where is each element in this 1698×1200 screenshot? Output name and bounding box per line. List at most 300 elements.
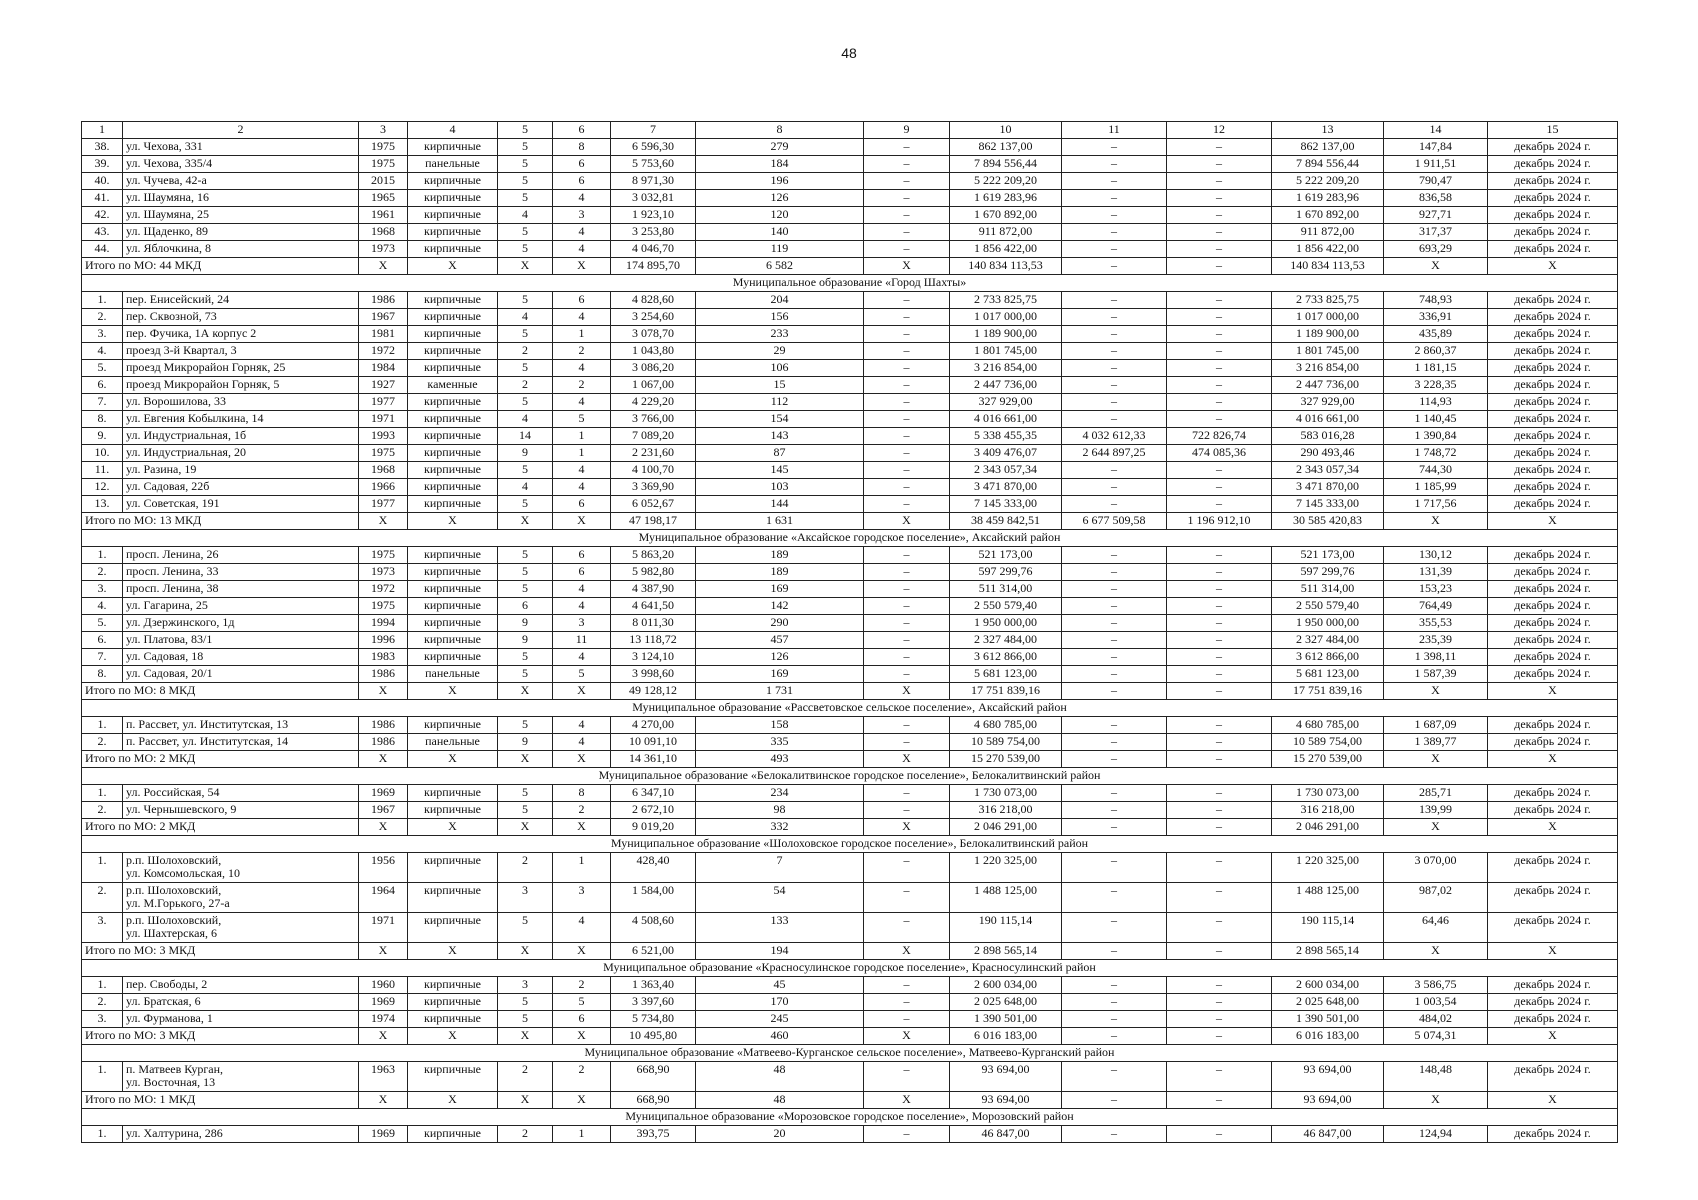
data-cell: 1 220 325,00 [1272, 853, 1384, 883]
address-cell: ул. Индустриальная, 1б [123, 428, 359, 445]
row-number-cell: 1. [82, 853, 123, 883]
building-row [82, 994, 1618, 1011]
column-number-header: 9 [864, 122, 950, 139]
data-cell: 355,53 [1384, 615, 1488, 632]
subtotal-cell: Х [1384, 819, 1488, 836]
row-number-cell: 1. [82, 717, 123, 734]
data-cell: – [1062, 853, 1167, 883]
address-line-1: р.п. Шолоховский, [126, 853, 222, 867]
row-number-cell: 5. [82, 615, 123, 632]
register-table [81, 121, 1618, 1143]
data-cell: 4 [498, 479, 553, 496]
subtotal-cell: 17 751 839,16 [950, 683, 1062, 700]
subtotal-cell: Х [498, 751, 553, 768]
subtotal-cell: Х [1384, 1092, 1488, 1109]
row-number-cell: 44. [82, 241, 123, 258]
data-cell: кирпичные [408, 190, 498, 207]
data-cell: 3 070,00 [1384, 853, 1488, 883]
data-cell: 126 [696, 190, 864, 207]
municipality-name: Муниципальное образование «Морозовское городское поселение», Морозовский район [82, 1109, 1618, 1126]
subtotal-cell: – [1167, 258, 1272, 275]
address-cell: ул. Чехова, 335/4 [123, 156, 359, 173]
data-cell: 10 589 754,00 [950, 734, 1062, 751]
data-cell: 126 [696, 649, 864, 666]
data-cell: 1971 [359, 411, 408, 428]
row-number-cell: 8. [82, 411, 123, 428]
data-cell: 1981 [359, 326, 408, 343]
data-cell: 64,46 [1384, 913, 1488, 943]
data-cell: – [1062, 615, 1167, 632]
column-number-header: 11 [1062, 122, 1167, 139]
data-cell: 3 998,60 [611, 666, 696, 683]
address-cell: ул. Братская, 6 [123, 994, 359, 1011]
subtotal-cell: 14 361,10 [611, 751, 696, 768]
data-cell: – [1062, 547, 1167, 564]
data-cell: 1 398,11 [1384, 649, 1488, 666]
municipality-heading-row [82, 700, 1618, 717]
data-cell: – [864, 1126, 950, 1143]
column-number-header: 3 [359, 122, 408, 139]
data-cell: декабрь 2024 г. [1488, 1126, 1618, 1143]
column-number-header: 8 [696, 122, 864, 139]
data-cell: 6 [553, 547, 611, 564]
data-cell: 317,37 [1384, 224, 1488, 241]
subtotal-cell: 15 270 539,00 [950, 751, 1062, 768]
subtotal-row [82, 1028, 1618, 1045]
data-cell: 3 228,35 [1384, 377, 1488, 394]
data-cell: 2 [498, 377, 553, 394]
data-cell: декабрь 2024 г. [1488, 994, 1618, 1011]
data-cell: кирпичные [408, 207, 498, 224]
building-row [82, 224, 1618, 241]
data-cell: – [1062, 479, 1167, 496]
data-cell: 2 600 034,00 [1272, 977, 1384, 994]
data-cell: 14 [498, 428, 553, 445]
data-cell: 2 [553, 377, 611, 394]
data-cell: 1 043,80 [611, 343, 696, 360]
data-cell: – [864, 785, 950, 802]
column-number-header: 15 [1488, 122, 1618, 139]
data-cell: 2 672,10 [611, 802, 696, 819]
data-cell: 5 [498, 547, 553, 564]
row-number-cell: 39. [82, 156, 123, 173]
data-cell: 1971 [359, 913, 408, 943]
data-cell: 4 [553, 224, 611, 241]
data-cell: декабрь 2024 г. [1488, 734, 1618, 751]
data-cell: 1 488 125,00 [1272, 883, 1384, 913]
subtotal-cell: 47 198,17 [611, 513, 696, 530]
address-cell: ул. Шаумяна, 16 [123, 190, 359, 207]
subtotal-cell: Х [553, 683, 611, 700]
data-cell: – [1062, 666, 1167, 683]
data-cell: 204 [696, 292, 864, 309]
subtotal-cell: – [1167, 1092, 1272, 1109]
data-cell: 3 369,90 [611, 479, 696, 496]
data-cell: кирпичные [408, 581, 498, 598]
building-row [82, 1062, 1618, 1092]
data-cell: декабрь 2024 г. [1488, 377, 1618, 394]
data-cell: – [864, 377, 950, 394]
row-number-cell: 8. [82, 666, 123, 683]
subtotal-label: Итого по МО: 2 МКД [82, 819, 359, 836]
data-cell: 3 [498, 977, 553, 994]
municipality-name: Муниципальное образование «Матвеево-Курганское сельское поселение», Матвеево-Курганский район [82, 1045, 1618, 1062]
data-cell: 1984 [359, 360, 408, 377]
data-cell: 457 [696, 632, 864, 649]
subtotal-cell: – [1062, 1092, 1167, 1109]
data-cell: декабрь 2024 г. [1488, 139, 1618, 156]
data-cell: 1 923,10 [611, 207, 696, 224]
data-cell: 3 216 854,00 [950, 360, 1062, 377]
data-cell: декабрь 2024 г. [1488, 883, 1618, 913]
building-row [82, 377, 1618, 394]
data-cell: 15 [696, 377, 864, 394]
data-cell: кирпичные [408, 1126, 498, 1143]
data-cell: 748,93 [1384, 292, 1488, 309]
data-cell: 9 [498, 615, 553, 632]
data-cell: 3 [553, 207, 611, 224]
subtotal-cell: – [1167, 943, 1272, 960]
address-cell: ул. Щаденко, 89 [123, 224, 359, 241]
data-cell: декабрь 2024 г. [1488, 564, 1618, 581]
data-cell: 7 145 333,00 [1272, 496, 1384, 513]
data-cell: 5 [498, 190, 553, 207]
data-cell: 1 [553, 428, 611, 445]
data-cell: 2 447 736,00 [1272, 377, 1384, 394]
row-number-cell: 1. [82, 547, 123, 564]
data-cell: декабрь 2024 г. [1488, 615, 1618, 632]
address-cell [123, 853, 359, 883]
data-cell: кирпичные [408, 802, 498, 819]
data-cell: 4 [553, 394, 611, 411]
data-cell: – [864, 462, 950, 479]
municipality-heading-row [82, 275, 1618, 292]
data-cell: декабрь 2024 г. [1488, 411, 1618, 428]
address-cell: ул. Дзержинского, 1д [123, 615, 359, 632]
column-number-header: 2 [123, 122, 359, 139]
building-row [82, 173, 1618, 190]
row-number-cell: 40. [82, 173, 123, 190]
data-cell: 1975 [359, 139, 408, 156]
subtotal-cell: 493 [696, 751, 864, 768]
data-cell: 1 390,84 [1384, 428, 1488, 445]
data-cell: 48 [696, 1062, 864, 1092]
data-cell: кирпичные [408, 977, 498, 994]
row-number-cell: 1. [82, 1062, 123, 1092]
data-cell: 1956 [359, 853, 408, 883]
address-cell: ул. Садовая, 22б [123, 479, 359, 496]
subtotal-cell: – [1062, 943, 1167, 960]
municipality-name: Муниципальное образование «Город Шахты» [82, 275, 1618, 292]
row-number-cell: 3. [82, 581, 123, 598]
subtotal-cell: 174 895,70 [611, 258, 696, 275]
data-cell: 1 670 892,00 [1272, 207, 1384, 224]
data-cell: – [864, 977, 950, 994]
building-row [82, 649, 1618, 666]
building-row [82, 360, 1618, 377]
data-cell: 233 [696, 326, 864, 343]
data-cell: 2 327 484,00 [950, 632, 1062, 649]
data-cell: панельные [408, 734, 498, 751]
data-cell: 927,71 [1384, 207, 1488, 224]
data-cell: – [1167, 977, 1272, 994]
building-row [82, 632, 1618, 649]
data-cell: 290 493,46 [1272, 445, 1384, 462]
subtotal-label: Итого по МО: 8 МКД [82, 683, 359, 700]
data-cell: 3 471 870,00 [950, 479, 1062, 496]
data-cell: – [1062, 241, 1167, 258]
data-cell: 335 [696, 734, 864, 751]
data-cell: 142 [696, 598, 864, 615]
data-cell: 2 [498, 343, 553, 360]
data-cell: 836,58 [1384, 190, 1488, 207]
data-cell: – [864, 1062, 950, 1092]
subtotal-cell: Х [1488, 683, 1618, 700]
data-cell: 1986 [359, 292, 408, 309]
subtotal-label: Итого по МО: 3 МКД [82, 1028, 359, 1045]
data-cell: 1969 [359, 1126, 408, 1143]
data-cell: 327 929,00 [950, 394, 1062, 411]
subtotal-cell: – [1062, 683, 1167, 700]
address-cell: ул. Садовая, 18 [123, 649, 359, 666]
data-cell: – [1062, 734, 1167, 751]
data-cell: 5 [498, 913, 553, 943]
data-cell: 1963 [359, 1062, 408, 1092]
data-cell: 1967 [359, 309, 408, 326]
data-cell: 3 [553, 615, 611, 632]
data-cell: 139,99 [1384, 802, 1488, 819]
data-cell: – [1062, 785, 1167, 802]
data-cell: кирпичные [408, 853, 498, 883]
subtotal-row [82, 751, 1618, 768]
data-cell: – [864, 394, 950, 411]
data-cell: 8 [553, 785, 611, 802]
data-cell: – [864, 224, 950, 241]
data-cell: 5 [498, 994, 553, 1011]
data-cell: – [1062, 326, 1167, 343]
address-cell: пер. Фучика, 1А корпус 2 [123, 326, 359, 343]
subtotal-cell: – [1167, 751, 1272, 768]
data-cell: 764,49 [1384, 598, 1488, 615]
row-number-cell: 4. [82, 343, 123, 360]
building-row [82, 547, 1618, 564]
data-cell: 5 [498, 224, 553, 241]
row-number-cell: 1. [82, 1126, 123, 1143]
row-number-cell: 2. [82, 883, 123, 913]
data-cell: 6 [553, 173, 611, 190]
data-cell: 235,39 [1384, 632, 1488, 649]
data-cell: 316 218,00 [950, 802, 1062, 819]
data-cell: 2 025 648,00 [950, 994, 1062, 1011]
data-cell: декабрь 2024 г. [1488, 462, 1618, 479]
data-cell: 5 [498, 292, 553, 309]
data-cell: кирпичные [408, 649, 498, 666]
data-cell: декабрь 2024 г. [1488, 785, 1618, 802]
address-cell: ул. Советская, 191 [123, 496, 359, 513]
subtotal-cell: 9 019,20 [611, 819, 696, 836]
data-cell: 5 [498, 564, 553, 581]
column-number-header: 5 [498, 122, 553, 139]
data-cell: – [1062, 224, 1167, 241]
data-cell: декабрь 2024 г. [1488, 913, 1618, 943]
data-cell: кирпичные [408, 785, 498, 802]
data-cell: 1 390 501,00 [1272, 1011, 1384, 1028]
data-cell: – [1167, 913, 1272, 943]
data-cell: – [1062, 173, 1167, 190]
data-cell: 4 016 661,00 [950, 411, 1062, 428]
data-cell: 5 [498, 785, 553, 802]
data-cell: – [864, 666, 950, 683]
address-cell: ул. Фурманова, 1 [123, 1011, 359, 1028]
data-cell: 3 124,10 [611, 649, 696, 666]
data-cell: 133 [696, 913, 864, 943]
data-cell: – [1062, 581, 1167, 598]
data-cell: 5 [498, 496, 553, 513]
data-cell: – [1167, 649, 1272, 666]
subtotal-cell: Х [553, 751, 611, 768]
data-cell: 1 189 900,00 [1272, 326, 1384, 343]
data-cell: 1 185,99 [1384, 479, 1488, 496]
data-cell: 2 343 057,34 [1272, 462, 1384, 479]
address-cell: ул. Гагарина, 25 [123, 598, 359, 615]
building-row [82, 394, 1618, 411]
data-cell: – [864, 853, 950, 883]
subtotal-cell: Х [408, 513, 498, 530]
data-cell: 3 216 854,00 [1272, 360, 1384, 377]
data-cell: – [864, 343, 950, 360]
data-cell: – [864, 156, 950, 173]
subtotal-cell: Х [359, 513, 408, 530]
data-cell: – [1062, 496, 1167, 513]
data-cell: 428,40 [611, 853, 696, 883]
building-row [82, 496, 1618, 513]
data-cell: 3 [553, 883, 611, 913]
data-cell: – [1062, 977, 1167, 994]
data-cell: 4 [498, 207, 553, 224]
data-cell: – [1167, 1126, 1272, 1143]
data-cell: 862 137,00 [1272, 139, 1384, 156]
data-cell: 169 [696, 666, 864, 683]
subtotal-cell: 6 016 183,00 [1272, 1028, 1384, 1045]
building-row [82, 883, 1618, 913]
data-cell: 2 [498, 853, 553, 883]
address-cell: п. Рассвет, ул. Институтская, 14 [123, 734, 359, 751]
address-cell: ул. Разина, 19 [123, 462, 359, 479]
subtotal-cell: Х [553, 819, 611, 836]
data-cell: 10 091,10 [611, 734, 696, 751]
data-cell: 6 [553, 1011, 611, 1028]
data-cell: 1969 [359, 994, 408, 1011]
data-cell: 8 011,30 [611, 615, 696, 632]
data-cell: – [1167, 190, 1272, 207]
subtotal-cell: 668,90 [611, 1092, 696, 1109]
data-cell: – [1167, 598, 1272, 615]
data-cell: 1986 [359, 717, 408, 734]
column-number-header: 14 [1384, 122, 1488, 139]
column-number-header: 12 [1167, 122, 1272, 139]
row-number-cell: 9. [82, 428, 123, 445]
address-cell: проезд Микрорайон Горняк, 25 [123, 360, 359, 377]
building-row [82, 734, 1618, 751]
address-cell: ул. Чернышевского, 9 [123, 802, 359, 819]
data-cell: 154 [696, 411, 864, 428]
data-cell: – [1062, 994, 1167, 1011]
data-cell: 790,47 [1384, 173, 1488, 190]
data-cell: – [864, 360, 950, 377]
subtotal-row [82, 683, 1618, 700]
data-cell: – [864, 445, 950, 462]
data-cell: декабрь 2024 г. [1488, 598, 1618, 615]
data-cell: 147,84 [1384, 139, 1488, 156]
column-number-header: 10 [950, 122, 1062, 139]
data-cell: 7 089,20 [611, 428, 696, 445]
subtotal-cell: 10 495,80 [611, 1028, 696, 1045]
building-row [82, 564, 1618, 581]
data-cell: 4 [498, 411, 553, 428]
column-number-header: 7 [611, 122, 696, 139]
data-cell: – [1167, 496, 1272, 513]
data-cell: 4 [553, 190, 611, 207]
data-cell: – [1167, 139, 1272, 156]
data-cell: декабрь 2024 г. [1488, 173, 1618, 190]
data-cell: – [1167, 632, 1272, 649]
building-row [82, 428, 1618, 445]
data-cell: 3 766,00 [611, 411, 696, 428]
municipality-heading-row [82, 960, 1618, 977]
data-cell: декабрь 2024 г. [1488, 207, 1618, 224]
data-cell: 6 [553, 292, 611, 309]
data-cell: 597 299,76 [1272, 564, 1384, 581]
data-cell: – [864, 428, 950, 445]
municipality-heading-row [82, 836, 1618, 853]
data-cell: – [1062, 360, 1167, 377]
data-cell: 2 447 736,00 [950, 377, 1062, 394]
subtotal-cell: 460 [696, 1028, 864, 1045]
data-cell: 1 584,00 [611, 883, 696, 913]
subtotal-cell: 15 270 539,00 [1272, 751, 1384, 768]
data-cell: 285,71 [1384, 785, 1488, 802]
data-cell: – [864, 309, 950, 326]
data-cell: 4 [553, 717, 611, 734]
data-cell: 1975 [359, 445, 408, 462]
municipality-heading-row [82, 768, 1618, 785]
data-cell: 393,75 [611, 1126, 696, 1143]
data-cell: 1975 [359, 156, 408, 173]
subtotal-cell: 93 694,00 [950, 1092, 1062, 1109]
data-cell: 2 [498, 1062, 553, 1092]
subtotal-row [82, 943, 1618, 960]
data-cell: декабрь 2024 г. [1488, 156, 1618, 173]
data-cell: 4 680 785,00 [1272, 717, 1384, 734]
municipality-name: Муниципальное образование «Белокалитвинское городское поселение», Белокалитвинский район [82, 768, 1618, 785]
data-cell: 1 587,39 [1384, 666, 1488, 683]
subtotal-cell: 17 751 839,16 [1272, 683, 1384, 700]
data-cell: – [864, 547, 950, 564]
data-cell: декабрь 2024 г. [1488, 326, 1618, 343]
data-cell: – [1167, 462, 1272, 479]
data-cell: 597 299,76 [950, 564, 1062, 581]
subtotal-cell: – [1167, 1028, 1272, 1045]
subtotal-cell: Х [408, 1092, 498, 1109]
data-cell: 11 [553, 632, 611, 649]
row-number-cell: 2. [82, 734, 123, 751]
data-cell: – [1167, 343, 1272, 360]
data-cell: 1969 [359, 785, 408, 802]
subtotal-cell: Х [1488, 943, 1618, 960]
data-cell: 316 218,00 [1272, 802, 1384, 819]
data-cell: 1927 [359, 377, 408, 394]
data-cell: 1 220 325,00 [950, 853, 1062, 883]
